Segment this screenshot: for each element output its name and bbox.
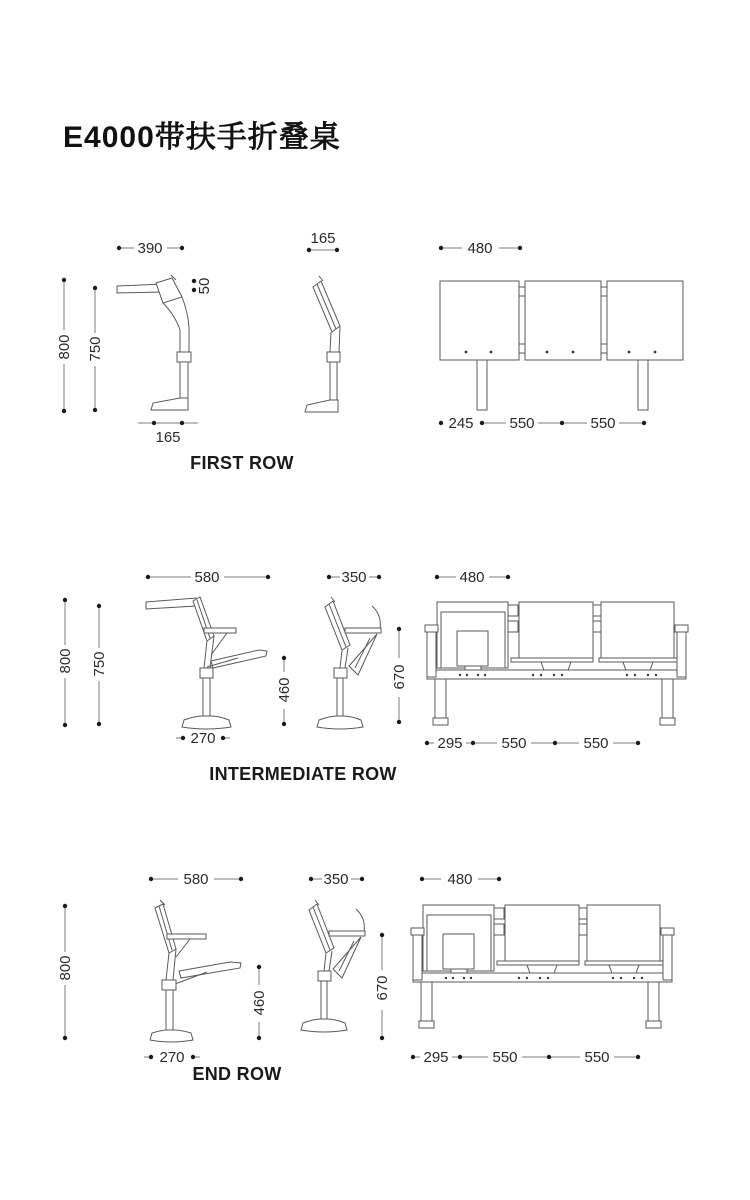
end-folded-view-drawing: [301, 900, 365, 1032]
dim-int-folded-depth: 350: [341, 569, 367, 586]
dim-int-end-offset: 295: [437, 735, 463, 752]
first-row-label: FIRST ROW: [190, 453, 294, 473]
dim-int-folded-height: 670: [391, 664, 408, 690]
dim-end-seat-width: 480: [447, 871, 473, 888]
first-row-front-view-drawing: [440, 281, 683, 410]
end-row-label: END ROW: [192, 1064, 282, 1084]
dim-first-total-height: 800: [56, 334, 73, 360]
intermediate-folded-view-drawing: [317, 597, 381, 729]
dim-end-pitch-2: 550: [584, 1049, 610, 1066]
first-row-folded-view-drawing: [305, 276, 340, 412]
intermediate-front-view-drawing: [425, 602, 688, 725]
end-front-view-drawing: [411, 905, 674, 1028]
dim-first-panel-width: 480: [467, 240, 493, 257]
dim-int-base-width: 270: [190, 730, 216, 747]
end-side-view-drawing: [150, 900, 241, 1042]
dim-int-pitch-1: 550: [501, 735, 527, 752]
intermediate-side-view-drawing: [146, 597, 267, 729]
first-row-diagram: [0, 225, 750, 480]
dim-end-base-width: 270: [159, 1049, 185, 1066]
dim-end-total-height: 800: [57, 955, 74, 981]
first-row-side-view-drawing: [117, 275, 191, 410]
dim-end-overall-depth: 580: [183, 871, 209, 888]
intermediate-row-label: INTERMEDIATE ROW: [209, 764, 397, 784]
dim-end-folded-depth: 350: [323, 871, 349, 888]
dim-int-seat-height: 460: [276, 677, 293, 703]
intermediate-row-diagram: [0, 560, 750, 795]
page-title: E4000带扶手折叠桌: [63, 121, 341, 154]
dim-int-seat-width: 480: [459, 569, 485, 586]
dim-first-fold-gap: 50: [196, 277, 213, 295]
dim-int-pitch-2: 550: [583, 735, 609, 752]
dim-first-folded-depth: 165: [310, 230, 336, 247]
dim-first-foot-depth: 165: [155, 429, 181, 446]
dim-int-total-height: 800: [57, 648, 74, 674]
dim-end-pitch-1: 550: [492, 1049, 518, 1066]
dim-first-desk-height: 750: [87, 336, 104, 362]
dim-first-end-offset: 245: [448, 415, 474, 432]
dim-end-folded-height: 670: [374, 975, 391, 1001]
dim-int-desk-height: 750: [91, 651, 108, 677]
dim-int-overall-depth: 580: [194, 569, 220, 586]
dim-first-pitch-1: 550: [509, 415, 535, 432]
dim-first-desk-width: 390: [137, 240, 163, 257]
end-row-diagram: [0, 862, 750, 1097]
dim-first-pitch-2: 550: [590, 415, 616, 432]
dim-end-end-offset: 295: [423, 1049, 449, 1066]
dim-end-seat-height: 460: [251, 990, 268, 1016]
